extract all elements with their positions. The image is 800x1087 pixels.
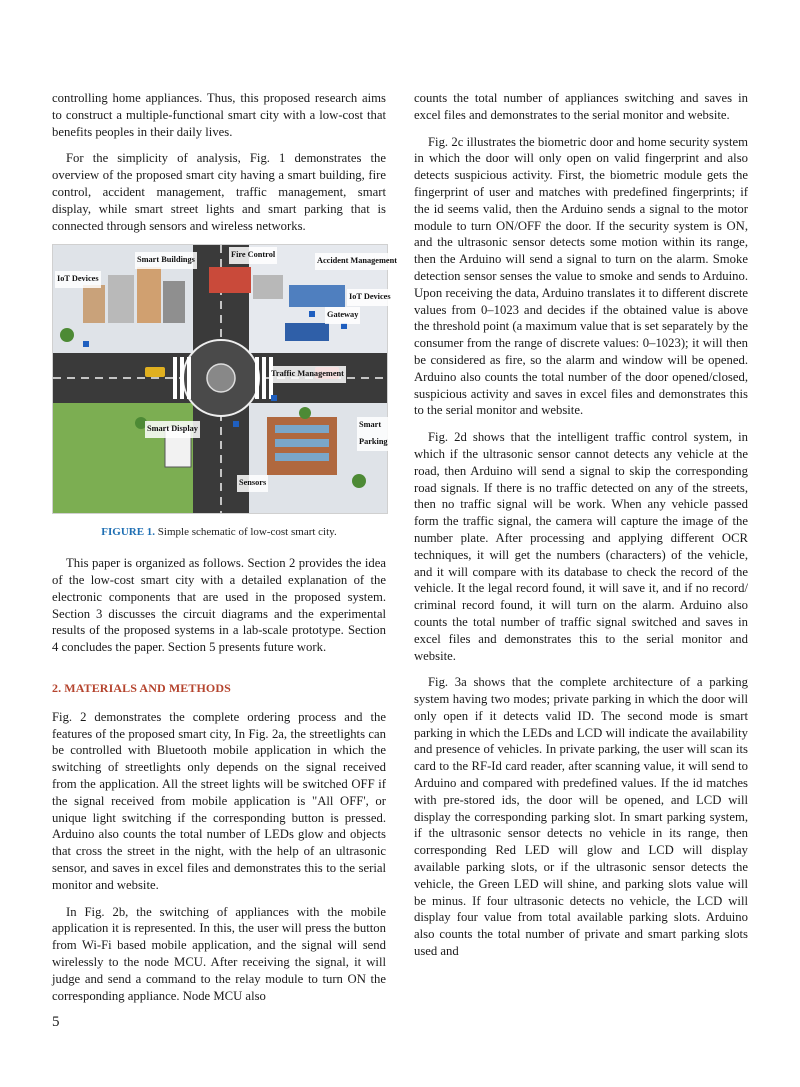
- figure-caption-text: Simple schematic of low-cost smart city.: [155, 526, 337, 539]
- figure-label: IoT Devices: [347, 289, 393, 306]
- left-column: [52, 90, 397, 1014]
- paragraph: For the simplicity of analysis, Fig. 1 demonstrates the overview of the proposed smart city having a smart building, fire control, accident management, traffic management, smart display, while smart street lights and smart parking that is connected through sensors and wireless networks.: [52, 151, 386, 233]
- paragraph: controlling home appliances. Thus, this proposed research aims to construct a multiple-functional smart city with a low-cost that benefits peoples in their daily lives.: [52, 91, 386, 139]
- figure-caption: [52, 524, 386, 541]
- paragraph: counts the total number of appliances switching and saves in excel files and demonstrates to the serial monitor and website.: [414, 91, 748, 122]
- figure-caption-label: FIGURE 1.: [101, 526, 156, 539]
- right-column: [414, 90, 748, 970]
- figure-label: Gateway: [325, 307, 360, 324]
- paragraph: Fig. 3a shows that the complete architecture of a parking system having two modes; private parking in which the door will only open if it detects valid ID. The second mode is smart parking in which the LEDs and LCD will indicate the availability and presence of vehicles. In private parking, the user will scan its card to the RF-Id card reader, after scanning value, it will send to Arduino and compared with predefined values. If the id matches with pre-stored ids, the door will be opened, and LCD will display the corresponding parking slot. In smart parking system, if the ultrasonic sensor detects no vehicle in its range, then corresponding Red LED will glow and LCD will display available parking slots, or if the ultrasonic sensor detects the vehicle, the Green LED will shine, and parking slots value will be minus. If four ultrasonic detects no vehicle, the LCD will display four value from total available parking slots. Arduino also counts the total number of private and smart parking slots used and: [414, 675, 748, 959]
- paragraph: Fig. 2 demonstrates the complete ordering process and the features of the proposed smart city, In Fig. 2a, the streetlights can be controlled with Bluetooth mobile application in which the switching of streetlights only depends on the signal received from the application. All the street lights will be switched OFF if the signal received from mobile application is "All OFF', or unique light switching if the corresponding button is pressed. Arduino also counts the total number of LEDs glow and objects that cross the street in the night, with the help of an ultrasonic sensor, and saves in excel files and demonstrates this to the serial monitor and website.: [52, 709, 386, 892]
- paragraph: This paper is organized as follows. Section 2 provides the idea of the low-cost smart city with a detailed explanation of the electronic components that are used in the proposed system. Section 3 discusses the circuit diagrams and the experimental results of the proposed systems in a lab-scale prototype. Section 4 concludes the paper. Section 5 presents future work.: [52, 556, 386, 655]
- figure-label: Sensors: [237, 475, 268, 492]
- paragraph: In Fig. 2b, the switching of appliances with the mobile application it is represented. In this, the user will press the button from Wi-Fi based mobile application, and the signal will send wirelessly to the node MCU. After receiving the signal, it will judge and send a command to the relay module to turn ON the corresponding appliance. Node MCU also: [52, 904, 386, 1003]
- figure-label: Traffic Management: [269, 366, 346, 383]
- figure-label: IoT Devices: [55, 271, 101, 288]
- figure-label: Smart Parking: [357, 417, 389, 451]
- paragraph: Fig. 2c illustrates the biometric door and home security system in which the door will only open on valid fingerprint and also detects suspicious activity. First, the biometric module gets the fingerprint of user and matches with predefined fingerprints; if the id seems valid, then the Arduino sends a signal to the motor module to turn ON/OFF the door. If the security system is ON, and the ultrasonic sensor detects some motion within its range, then the Arduino will send a signal to turn on the alarm. Smoke detection sensor senses the value to smoke and sends to Arduino. Upon receiving the data, Arduino translates it to different discrete values from 0–1023 and decides if the obtained value is above the threshold point (a maximum value that is set separately by the consumer from the range of discrete values: 0–1023); it will then be considered as fire, so the alarm and window will be opened. Arduino also counts the total number of the door opened/closed, suspicious activity and saves in excel files and demonstrates this to the serial monitor and website.: [414, 134, 748, 418]
- paragraph: Fig. 2d shows that the intelligent traffic control system, in which if the ultrasonic sensor cannot detects any vehicle at the road, then Arduino will send a signal to skip the corresponding road signals. If there is no traffic detected on any of the streets, then no traffic signal will be work. When any vehicle passed form the traffic signal, the camera will capture the image of the number plate. After processing and applying different OCR techniques, it will get the numbers (characters) of the vehicle, and it will compare with its database to check the record of the vehicle. It the legal record found, it will save it, and if no record/ criminal record found, it will turn on the alarm. Arduino also counts the total number of traffic signal switched and saves in excel files and demonstrates this to the serial monitor and website.: [414, 430, 748, 663]
- figure-label: Smart Buildings: [135, 252, 197, 269]
- page-number: 5: [52, 1014, 60, 1030]
- figure-label: Fire Control: [229, 247, 277, 264]
- section-heading: 2. MATERIALS AND METHODS: [52, 680, 231, 695]
- figure-label: Smart Display: [145, 421, 200, 438]
- figure-label: Accident Management: [315, 253, 399, 270]
- figure-smart-city: [52, 244, 397, 514]
